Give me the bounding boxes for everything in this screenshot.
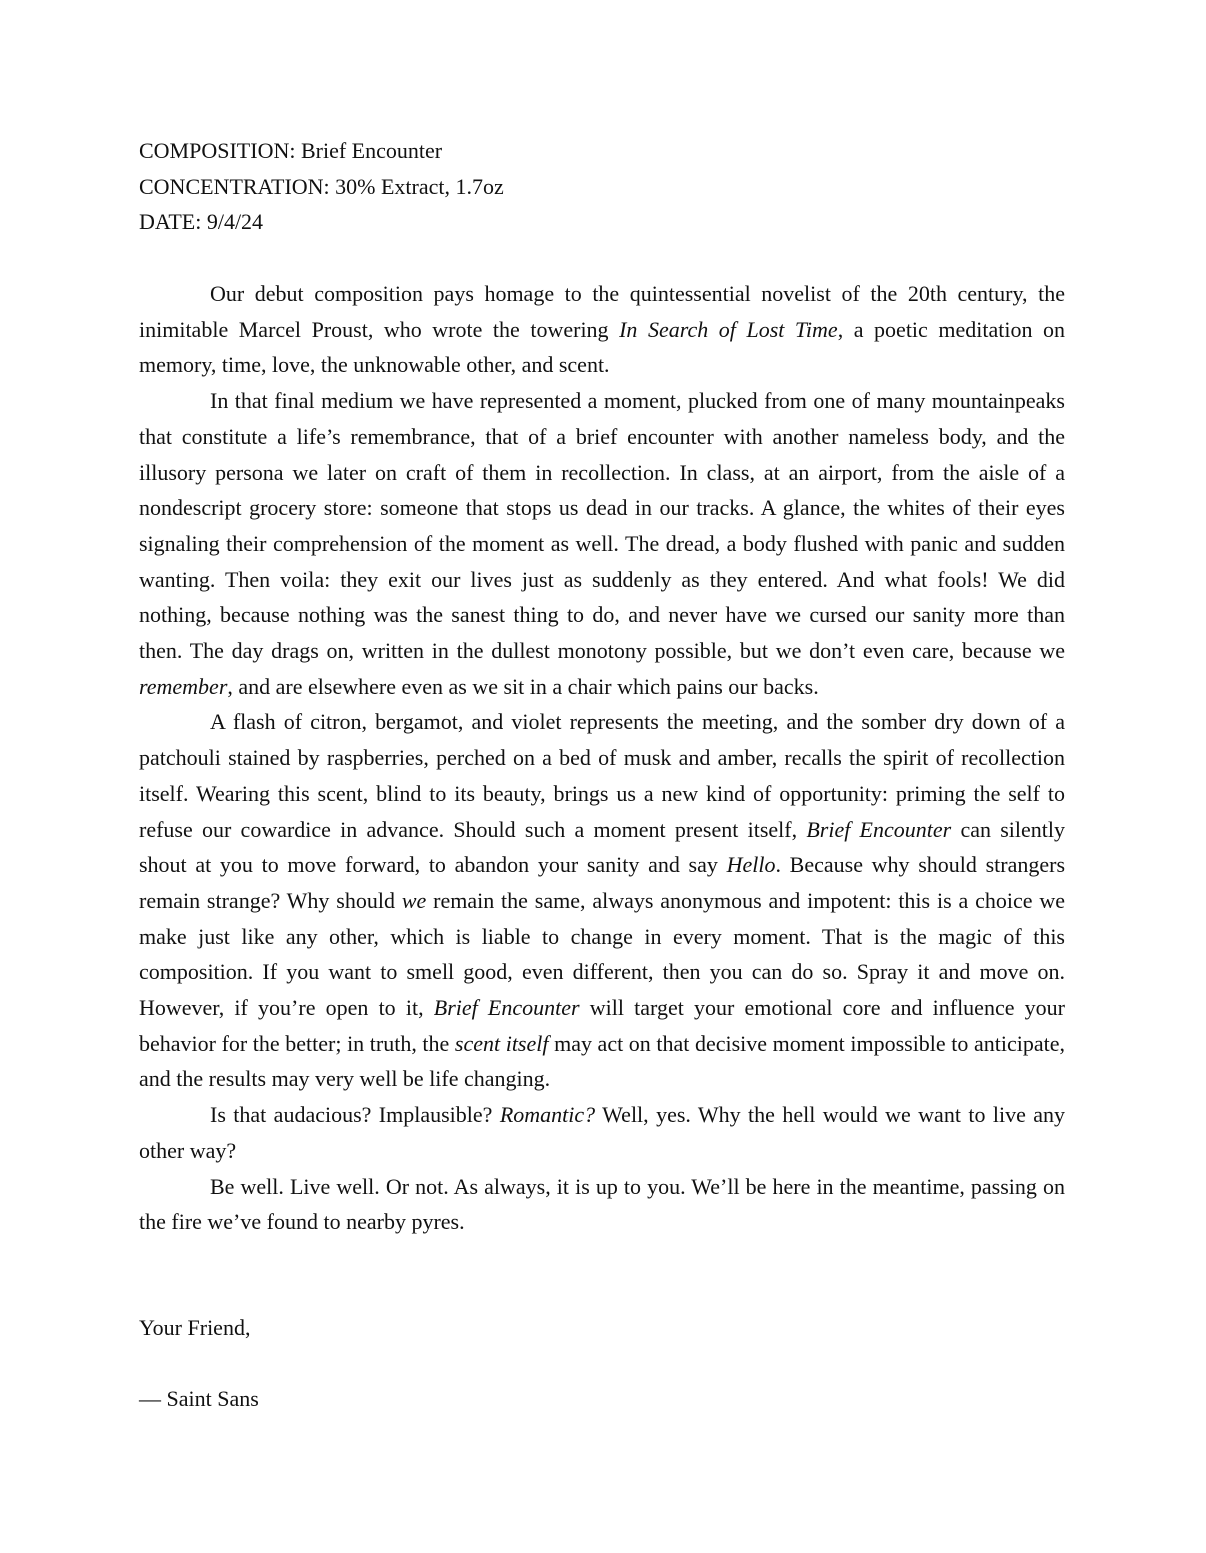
emphasis-text: scent itself <box>454 1030 549 1056</box>
date-value: 9/4/24 <box>206 209 264 235</box>
date-label: DATE: <box>139 209 202 235</box>
composition-label: COMPOSITION: <box>139 138 296 163</box>
signature: — Saint Sans <box>139 1386 259 1411</box>
paragraph-4 <box>139 1097 1065 1168</box>
emphasis-text: we <box>401 887 427 913</box>
composition-line <box>139 133 1065 169</box>
paragraph-text: will target your emotional core and influence your behavior for the better; in truth, the <box>139 995 1065 1056</box>
book-title: In Search of Lost Time <box>619 316 838 342</box>
paragraph-text: can silently shout at you to move forward, to abandon your sanity and say <box>139 816 1065 878</box>
product-name: Brief Encounter <box>433 995 580 1021</box>
emphasis-text: remember <box>139 673 228 699</box>
paragraph-text: Is that audacious? Implausible? <box>210 1102 500 1128</box>
date-line <box>139 204 1065 240</box>
concentration-value: 30% Extract, 1.7oz <box>335 173 504 199</box>
product-name: Brief Encounter <box>806 816 952 842</box>
composition-value: Brief Encounter <box>300 138 443 163</box>
closing-salutation: Your Friend, <box>139 1315 251 1340</box>
paragraph-text: remain the same, always anonymous and impotent: this is a choice we make just like any other, which is liable to change in every moment. That is the magic of this composition. If you want to smell good, even different, then you can do so. Spray it and move on. However, if you’re open to it, <box>139 887 1065 1021</box>
concentration-label: CONCENTRATION: <box>139 173 330 199</box>
paragraph-text: , and are elsewhere even as we sit in a chair which pains our backs. <box>227 673 819 699</box>
paragraph-text: In that final medium we have represented a moment, plucked from one of many mountainpeaks that constitute a life’s remembrance, that of a brief encounter with another nameless body, and the illusory persona we later on craft of them in recollection. In class, at an airport, from the aisle of a nondescript grocery store: someone that stops us dead in our tracks. A glance, the whites of their eyes signaling their comprehension of the moment as well. The dread, a body flushed with panic and sudden wanting. Then voila: they exit our lives just as suddenly as they entered. And what fools! We did nothing, because nothing was the sanest thing to do, and never have we cursed our sanity more than then. The day drags on, written in the dullest monotony possible, but we don’t even care, because we <box>139 388 1065 664</box>
paragraph-text: A flash of citron, bergamot, and violet represents the meeting, and the somber dry down of a patchouli stained by raspberries, perched on a bed of musk and amber, recalls the spirit of recollection itself. Wearing this scent, blind to its beauty, brings us a new kind of opportunity: priming the self to refuse our cowardice in advance. Should such a moment present itself, <box>139 709 1065 842</box>
paragraph-5 <box>139 1169 1065 1240</box>
paragraph-3 <box>139 704 1065 1097</box>
emphasis-text: Hello <box>726 852 776 878</box>
emphasis-text: Romantic? <box>499 1102 596 1128</box>
paragraph-text: Well, yes. Why the hell would we want to live any other way? <box>139 1102 1065 1163</box>
letter-body <box>139 276 1065 1240</box>
paragraph-2 <box>139 383 1065 704</box>
concentration-line <box>139 169 1065 205</box>
paragraph-text: Our debut composition pays homage to the quintessential novelist of the 20th century, the inimitable Marcel Proust, who wrote the towering <box>139 281 1065 342</box>
composition-header <box>139 133 1065 240</box>
paragraph-text: . Because why should strangers remain strange? Why should <box>139 852 1066 913</box>
paragraph-text: Be well. Live well. Or not. As always, it is up to you. We’ll be here in the meantime, passing on the fire we’ve found to nearby pyres. <box>139 1173 1065 1235</box>
paragraph-1 <box>139 276 1065 383</box>
paragraph-text: may act on that decisive moment impossible to anticipate, and the results may very well be life changing. <box>139 1030 1065 1092</box>
paragraph-text: , a poetic meditation on memory, time, love, the unknowable other, and scent. <box>139 316 1065 378</box>
